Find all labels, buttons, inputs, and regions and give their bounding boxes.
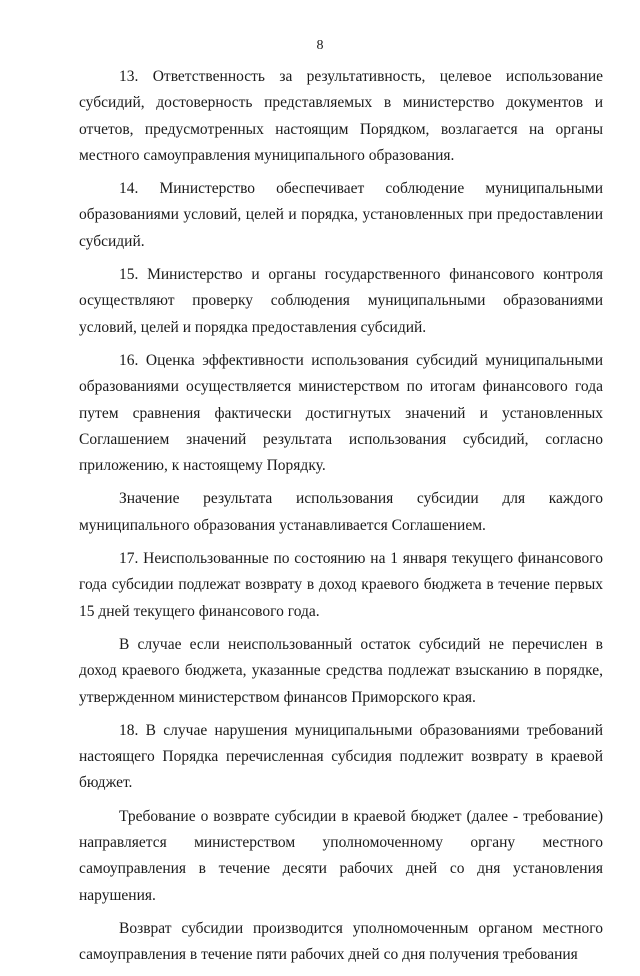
paragraph-16-result-value: Значение результата использования субсидии для каждого муниципального образования устанавливается Соглашением. [79, 490, 603, 534]
document-body [79, 64, 603, 976]
paragraph-18-refund: Возврат субсидии производится уполномоченным органом местного самоуправления в течение пяти рабочих дней со дня получения требования [79, 919, 603, 964]
paragraph-17-recovery: В случае если неиспользованный остаток субсидий не перечислен в доход краевого бюджета, указанные средства подлежат взысканию в порядке, утвержденном министерством финансов Приморского края. [79, 635, 603, 706]
paragraph-15: 15. Министерство и органы государственного финансового контроля осуществляют проверку соблюдения муниципальными образованиями условий, целей и порядка предоставления субсидий. [79, 266, 603, 336]
paragraph-13: 13. Ответственность за результативность, целевое использование субсидий, достоверность представляемых в министерство документов и отчетов, предусмотренных настоящим Порядком, возлагается на органы местного самоуправления муниципального образования. [79, 68, 603, 164]
paragraph-16: 16. Оценка эффективности использования субсидий муниципальными образованиями осуществляется министерством по итогам финансового года путем сравнения фактически достигнутых значений и установленных Соглашением значений результата использования субсидий, согласно приложению, к настоящему Порядку. [79, 351, 603, 475]
paragraph-18: 18. В случае нарушения муниципальными образованиями требований настоящего Порядка перечисленная субсидия подлежит возврату в краевой бюджет. [79, 721, 603, 792]
paragraph-17: 17. Неиспользованные по состоянию на 1 января текущего финансового года субсидии подлежат возврату в доход краевого бюджета в течение первых 15 дней текущего финансового года. [79, 550, 603, 620]
paragraph-14: 14. Министерство обеспечивает соблюдение муниципальными образованиями условий, целей и порядка, установленных при предоставлении субсидий. [79, 180, 603, 250]
paragraph-18-requirement: Требование о возврате субсидии в краевой бюджет (далее - требование) направляется министерством уполномоченному органу местного самоуправления в течение десяти рабочих дней со дня установления нарушения. [79, 807, 603, 904]
page-number: 8 [316, 38, 324, 53]
